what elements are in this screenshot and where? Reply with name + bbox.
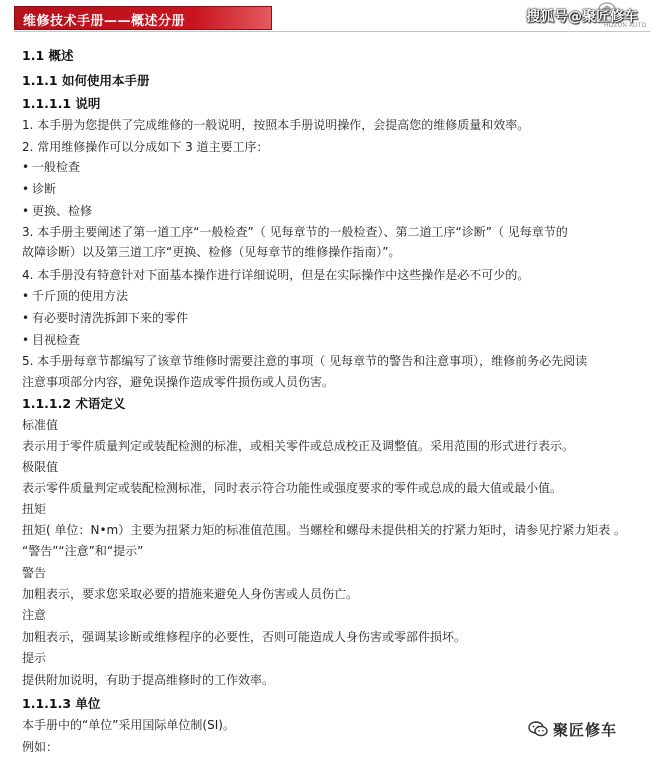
body-line: 扭矩 [22,502,47,516]
footer-watermark [528,718,617,740]
body-line: “警告”“注意”和“提示” [22,544,144,558]
section-heading: 1.1.1.3 单位 [22,696,101,711]
body-line: 标准值 [22,418,59,432]
body-line: 警告 [22,566,47,580]
body-line: 加粗表示，要求您采取必要的措施来避免人身伤害或人员伤亡。 [22,587,359,601]
body-line: 3. 本手册主要阐述了第一道工序“一般检查”（ 见每章节的一般检查）、第二道工序“诊断”（ 见每章节的 [22,225,568,239]
section-heading: 1.1 概述 [22,48,74,63]
body-line: 加粗表示，强调某诊断或维修程序的必要性，否则可能造成人身伤害或零部件损坏。 [22,630,467,644]
bullet-item: • 一般检查 [22,157,80,177]
wechat-icon [528,720,548,738]
bullet-item: • 有必要时清洗拆卸下来的零件 [22,308,188,328]
section-heading: 1.1.1.1 说明 [22,96,101,111]
body-line: 2. 常用维修操作可以分成如下 3 道主要工序： [22,140,269,154]
title-banner [14,6,272,30]
body-line: 提示 [22,651,47,665]
body-line: 提供附加说明，有助于提高维修时的工作效率。 [22,673,275,687]
section-heading: 1.1.1 如何使用本手册 [22,73,150,88]
header-divider [14,31,650,32]
bullet-item: • 诊断 [22,179,56,199]
body-line: 例如： [22,740,59,754]
body-line: 本手册中的“单位”采用国际单位制(SI)。 [22,718,235,732]
body-line: 注意 [22,608,47,622]
brand-logo-text: HOZON AUTO [604,23,647,29]
footer-watermark-text: 聚匠修车 [553,720,618,739]
body-line: 5. 本手册每章节都编写了该章节维修时需要注意的事项（ 见每章节的警告和注意事项），维修前务必先阅读 [22,354,588,368]
body-line: 故障诊断）以及第三道工序“更换、检修（见每章节的维修操作指南）”。 [22,245,401,259]
body-line: 注意事项部分内容，避免误操作造成零件损伤或人员伤害。 [22,375,335,389]
bullet-item: • 更换、检修 [22,201,92,221]
body-line: 扭矩( 单位：N•m）主要为扭紧力矩的标准值范围。当螺栓和螺母未提供相关的拧紧力矩时，请参见拧紧力矩表 。 [22,523,627,537]
bullet-item: • 千斤顶的使用方法 [22,286,128,306]
section-heading: 1.1.1.2 术语定义 [22,396,126,411]
bullet-item: • 目视检查 [22,330,80,350]
manual-title: 维修技术手册——概述分册 [23,14,186,29]
body-line: 1. 本手册为您提供了完成维修的一般说明，按照本手册说明操作，会提高您的维修质量和效率。 [22,118,530,132]
body-line: 表示零件质量判定或装配检测标准，同时表示符合功能性或强度要求的零件或总成的最大值或最小值。 [22,481,563,495]
header-watermark: 搜狐号@聚匠修车 [526,9,638,25]
body-line: 表示用于零件质量判定或装配检测的标准，或相关零件或总成校正及调整值。采用范围的形式进行表示。 [22,439,575,453]
body-line: 4. 本手册没有特意针对下面基本操作进行详细说明，但是在实际操作中这些操作是必不可少的。 [22,268,530,282]
body-line: 极限值 [22,460,59,474]
